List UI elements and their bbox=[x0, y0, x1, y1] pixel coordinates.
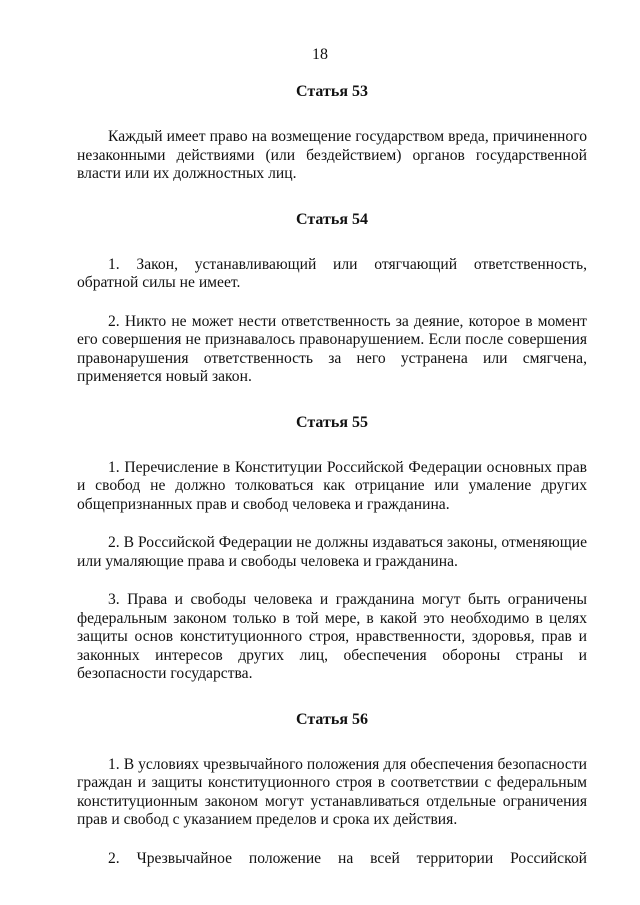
article-53 bbox=[77, 82, 587, 184]
article-paragraph: 1. В условиях чрезвычайного положения для обеспечения безопасности граждан и защиты конституционного строя в соответствии с федеральным конституционным законом могут устанавливаться отдельные ограничения прав и свобод с указанием пределов и срока их действия. bbox=[77, 755, 587, 828]
article-paragraph: 2. В Российской Федерации не должны издаваться законы, отменяющие или умаляющие права и свободы человека и гражданина. bbox=[77, 534, 587, 570]
article-title: Статья 53 bbox=[296, 83, 368, 100]
page-number: 18 bbox=[312, 46, 328, 63]
article-paragraph: 1. Закон, устанавливающий или отягчающий ответственность, обратной силы не имеет. bbox=[77, 255, 587, 291]
article-title: Статья 56 bbox=[296, 710, 368, 728]
article-paragraph: 2. Никто не может нести ответственность за деяние, которое в момент его совершения не признавалось правонарушением. Если после совершения правонарушения ответственность за него устранена или смягчена, применяется новый закон. bbox=[77, 312, 587, 385]
page-content bbox=[77, 82, 587, 868]
article-paragraph: Каждый имеет право на возмещение государством вреда, причиненного незаконными действиями (или бездействием) органов государственной власти или их должностных лиц. bbox=[77, 128, 587, 182]
article-title: Статья 55 bbox=[296, 413, 368, 431]
article-title: Статья 54 bbox=[296, 210, 368, 228]
article-paragraph: 1. Перечисление в Конституции Российской Федерации основных прав и свобод не должно толковаться как отрицание или умаление других общепризнанных прав и свобод человека и гражданина. bbox=[77, 458, 587, 513]
article-56 bbox=[77, 710, 587, 869]
article-paragraph-continued: 2. Чрезвычайное положение на всей территории Российской bbox=[108, 849, 587, 867]
article-54 bbox=[77, 210, 587, 387]
article-55 bbox=[77, 413, 587, 684]
article-paragraph: 3. Права и свободы человека и гражданина могут быть ограничены федеральным законом только в той мере, в какой это необходимо в целях защиты основ конституционного строя, нравственности, здоровья, прав и законных интересов других лиц, обеспечения обороны страны и безопасности государства. bbox=[77, 591, 587, 682]
